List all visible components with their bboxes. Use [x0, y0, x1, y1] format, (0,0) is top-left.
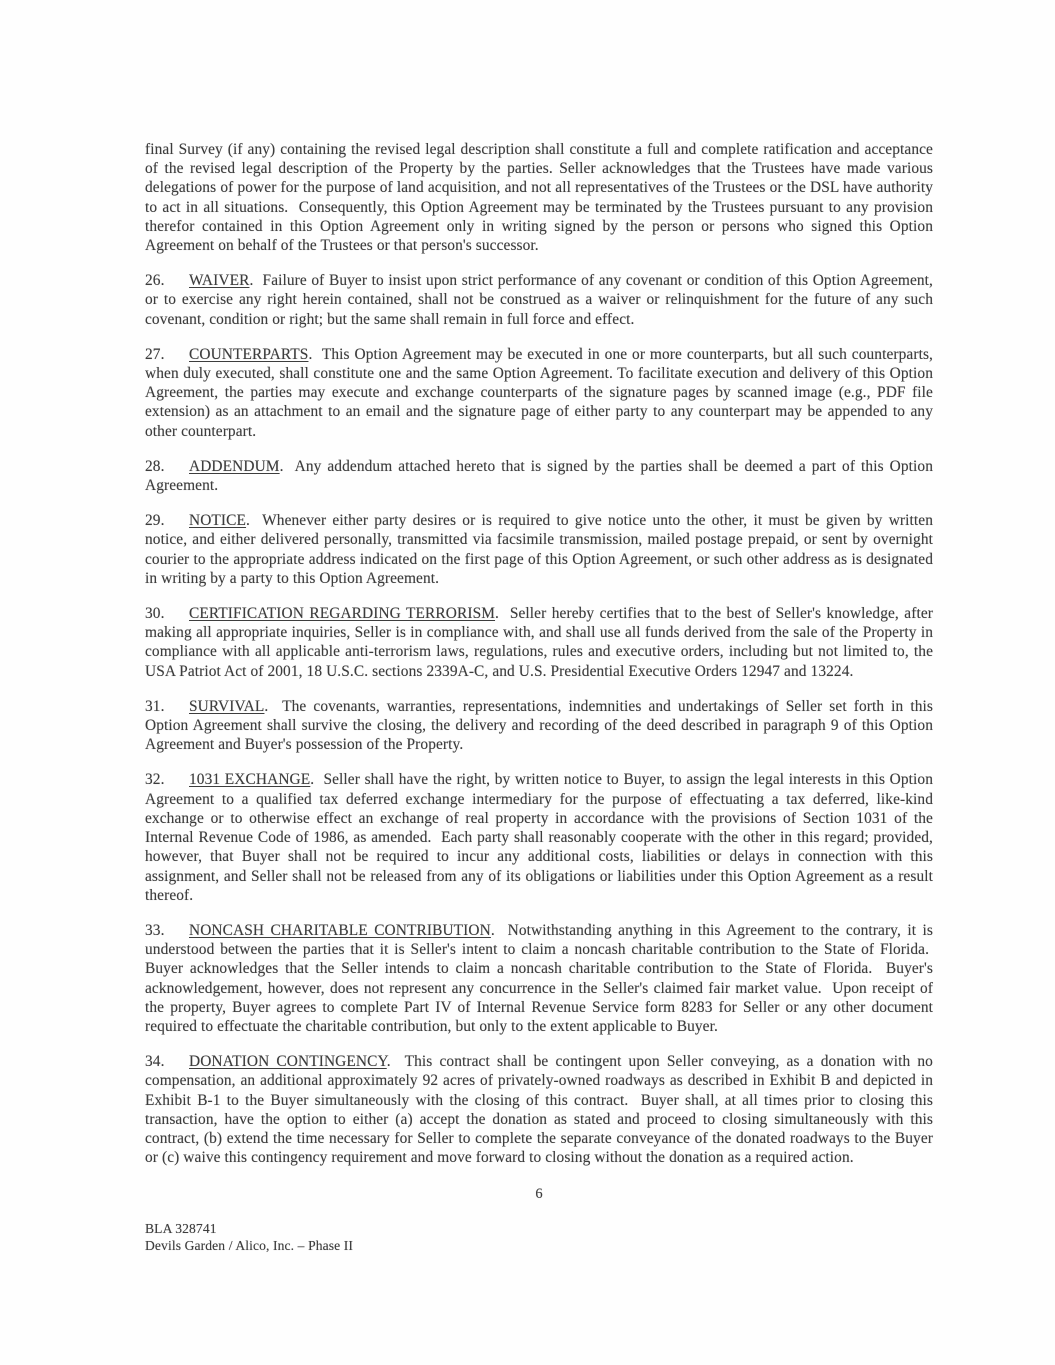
contract-sections — [145, 271, 933, 1167]
contract-section — [145, 457, 933, 495]
section-number: 28. — [145, 457, 165, 475]
contract-section — [145, 604, 933, 681]
heading-separator: . — [308, 345, 322, 363]
section-body: Notwithstanding anything in this Agreement to the contrary, it is understood between the parties that it is Seller's intent to claim a noncash charitable contribution to the State of Florida. Buyer acknowledges that the Seller intends to claim a noncash charitable contribution to the State of Florida. Buyer's acknowledgement, however, does not represent any concurrence in the Seller's claimed fair market value. Upon receipt of the property, Buyer agrees to complete Part IV of Internal Revenue Service form 8283 for Seller or any other document required to effectuate the charitable contribution, but only to the extent applicable to Buyer. — [145, 921, 934, 1035]
heading-separator: . — [246, 512, 263, 530]
contract-section — [145, 770, 933, 904]
section-body: This Option Agreement may be executed in one or more counterparts, but all such counterparts, when duly executed, shall constitute one and the same Option Agreement. To facilitate execution and delivery of this Option Agreement, the parties may execute and exchange counterparts of the signature pages by scanned image (e.g., PDF file extension) as an attachment to an email and the signature page of either party to any counterpart may be appended to any other counterpart. — [145, 345, 933, 440]
heading-separator: . — [495, 605, 510, 623]
section-number: 31. — [145, 697, 165, 715]
page-number: 6 — [535, 1186, 543, 1202]
section-heading: 1031 EXCHANGE — [189, 771, 311, 789]
section-number: 34. — [145, 1053, 165, 1071]
footer-doc-id: BLA 328741 — [145, 1221, 217, 1236]
section-number: 29. — [145, 512, 165, 530]
continuation-paragraph: final Survey (if any) containing the revised legal description shall constitute a full and complete ratification and acceptance of the revised legal description of the Property by the parties. Seller acknowledges that the Trustees have made various delegations of power for the purpose of land acquisition, and not all representatives of the Trustees or the DSL have authority to act in all situations. Consequently, this Option Agreement may be terminated by the Trustees pursuant to any provision therefor contained in this Option Agreement only in writing signed by the person or persons who signed this Option Agreement on behalf of the Trustees or that person's successor. — [145, 141, 933, 255]
section-body: Whenever either party desires or is required to give notice unto the other, it must be given by written notice, and either delivered personally, transmitted via facsimile transmission, mailed postage prepaid, or sent by overnight courier to the appropriate address indicated on the first page of this Option Agreement, or such other address as is designated in writing by a party to this Option Agreement. — [145, 512, 933, 587]
section-body: Any addendum attached hereto that is signed by the parties shall be deemed a part of this Option Agreement. — [145, 457, 933, 495]
heading-separator: . — [249, 272, 263, 290]
contract-text-block — [145, 140, 933, 1167]
section-heading: NOTICE — [189, 512, 247, 530]
heading-separator: . — [490, 921, 508, 939]
footer-project-name: Devils Garden / Alico, Inc. – Phase II — [145, 1238, 354, 1253]
section-number: 32. — [145, 771, 165, 789]
section-heading: COUNTERPARTS — [189, 345, 309, 363]
contract-section — [145, 271, 933, 329]
section-heading: CERTIFICATION REGARDING TERRORISM — [189, 605, 496, 623]
section-body: Failure of Buyer to insist upon strict performance of any covenant or condition of this Option Agreement, or to exercise any right herein contained, shall not be construed as a waiver or relinquishment for the future of any such covenant, condition or right; but the same shall remain in full force and effect. — [145, 272, 933, 328]
section-heading: DONATION CONTINGENCY — [189, 1053, 387, 1071]
section-heading: ADDENDUM — [189, 457, 280, 475]
section-heading: NONCASH CHARITABLE CONTRIBUTION — [189, 921, 491, 939]
section-number: 27. — [145, 345, 165, 363]
section-heading: WAIVER — [189, 272, 250, 290]
section-body: Seller hereby certifies that to the best of Seller's knowledge, after making all appropriate inquiries, Seller is in compliance with, and shall use all funds derived from the sale of the Property in compliance with all applicable anti-terrorism laws, regulations, rules and executive orders, including but not limited to, the USA Patriot Act of 2001, 18 U.S.C. sections 2339A-C, and U.S. Presidential Executive Orders 12947 and 13224. — [145, 605, 933, 680]
contract-section — [145, 921, 933, 1036]
contract-section — [145, 697, 933, 755]
section-body: Seller shall have the right, by written notice to Buyer, to assign the legal interests in this Option Agreement to a qualified tax deferred exchange intermediary for the purpose of effectuating a tax deferred, like-kind exchange or to otherwise effect an exchange of real property in accordance with the provisions of Section 1031 of the Internal Revenue Code of 1986, as amended. Each party shall reasonably cooperate with the other in this regard; provided, however, that Buyer shall not be required to incur any additional costs, liabilities or delays in connection with this assignment, and Seller shall not be released from any of its obligations or liabilities under this Option Agreement as a result thereof. — [145, 771, 934, 904]
section-body: This contract shall be contingent upon Seller conveying, as a donation with no compensation, an additional approximately 92 acres of privately-owned roadways as described in Exhibit B and depicted in Exhibit B-1 to the Buyer simultaneously with the closing of this contract. Buyer shall, at all times prior to closing this transaction, have the option to either (a) accept the donation as stated and proceed to closing simultaneously with this contract, (b) extend the time necessary for Seller to complete the separate conveyance of the donated roadways to the Buyer or (c) waive this contingency requirement and move forward to closing without the donation as a required action. — [145, 1053, 933, 1167]
section-number: 33. — [145, 921, 165, 939]
heading-separator: . — [264, 697, 283, 715]
contract-section — [145, 345, 933, 441]
section-heading: SURVIVAL — [189, 697, 265, 715]
section-number: 26. — [145, 272, 165, 290]
heading-separator: . — [386, 1053, 405, 1071]
contract-section — [145, 511, 933, 588]
section-number: 30. — [145, 605, 165, 623]
section-body: The covenants, warranties, representations, indemnities and undertakings of Seller set forth in this Option Agreement shall survive the closing, the delivery and recording of the deed described in paragraph 9 of this Option Agreement and Buyer's possession of the Property. — [145, 697, 933, 754]
page-footer — [145, 1220, 353, 1254]
contract-section — [145, 1052, 933, 1167]
heading-separator: . — [310, 771, 324, 789]
heading-separator: . — [279, 457, 295, 475]
